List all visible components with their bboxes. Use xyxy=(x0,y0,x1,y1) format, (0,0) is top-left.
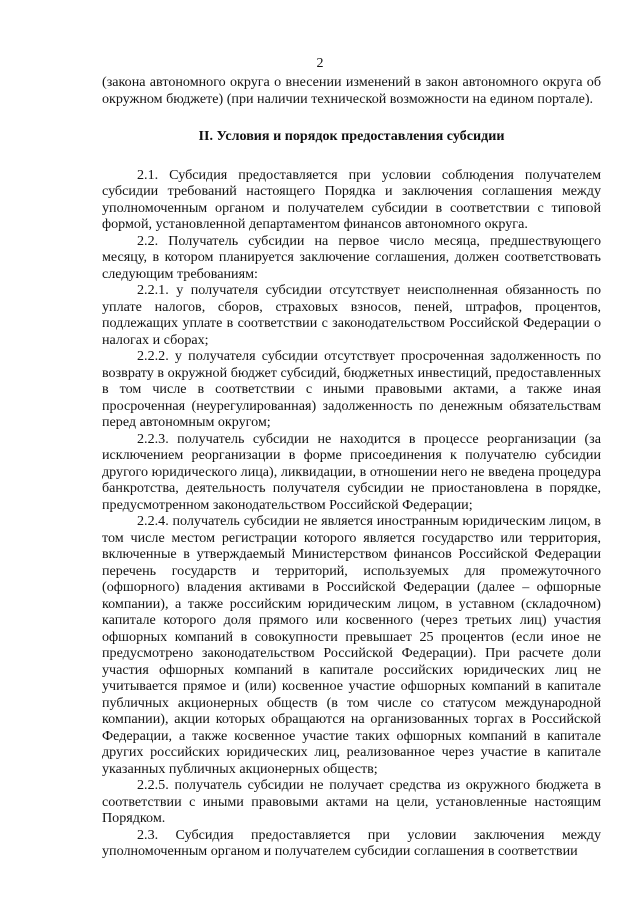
paragraph-2-2-5: 2.2.5. получатель субсидии не получает средства из окружного бюджета в соответствии с иными правовыми актами на цели, установленные настоящим Порядком. xyxy=(102,777,601,826)
page-number: 2 xyxy=(316,56,324,71)
document-body xyxy=(102,74,601,860)
paragraph-continuation: (закона автономного округа о внесении изменений в закон автономного округа об окружном бюджете) (при наличии технической возможности на едином портале). xyxy=(102,74,601,107)
section-heading: II. Условия и порядок предоставления субсидии xyxy=(198,128,505,144)
paragraph-2-3: 2.3. Субсидия предоставляется при условии заключения между уполномоченным органом и получателем субсидии соглашения в соответствии xyxy=(102,826,601,859)
paragraph-2-2-4: 2.2.4. получатель субсидии не является иностранным юридическим лицом, в том числе местом регистрации которого является государство или территория, включенные в утверждаемый Министерством финансов Российской Федерации перечень государств и территорий, используемых для промежуточного (офшорного) владения активами в Российской Федерации (далее – офшорные компании), а также российским юридическим лицом, в уставном (складочном) капитале которого доля прямого или косвенного (через третьих лиц) участия офшорных компаний в совокупности превышает 25 процентов (если иное не предусмотрено законодательством Российской Федерации). При расчете доли участия офшорных компаний в капитале российских юридических лиц не учитывается прямое и (или) косвенное участие офшорных компаний в капитале публичных акционерных обществ (в том числе со статусом международной компании), акции которых обращаются на организованных торгах в Российской Федерации, а также косвенное участие таких офшорных компаний в капитале других российских юридических лиц, реализованное через участие в капитале указанных публичных акционерных обществ; xyxy=(102,513,601,777)
paragraph-2-1: 2.1. Субсидия предоставляется при условии соблюдения получателем субсидии требований настоящего Порядка и заключения соглашения между уполномоченным органом и получателем субсидии в соответствии с типовой формой, установленной департаментом финансов автономного округа. xyxy=(102,166,601,232)
paragraph-2-2: 2.2. Получатель субсидии на первое число месяца, предшествующего месяцу, в котором планируется заключение соглашения, должен соответствовать следующим требованиям: xyxy=(102,232,601,282)
paragraph-2-2-2: 2.2.2. у получателя субсидии отсутствует просроченная задолженность по возврату в окружной бюджет субсидий, бюджетных инвестиций, предоставленных в том числе в соответствии с иными правовыми актами, а также иная просроченная (неурегулированная) задолженность по денежным обязательствам перед автономным округом; xyxy=(102,348,601,430)
paragraph-2-2-1: 2.2.1. у получателя субсидии отсутствует неисполненная обязанность по уплате налогов, сборов, страховых взносов, пеней, штрафов, процентов, подлежащих уплате в соответствии с законодательством Российской Федерации о налогах и сборах; xyxy=(102,282,601,348)
paragraph-2-2-3: 2.2.3. получатель субсидии не находится в процессе реорганизации (за исключением реорганизации в форме присоединения к получателю субсидии другого юридического лица), ликвидации, в отношении него не введена процедура банкротства, деятельность получателя субсидии не приостановлена в порядке, предусмотренном законодательством Российской Федерации; xyxy=(102,430,601,513)
